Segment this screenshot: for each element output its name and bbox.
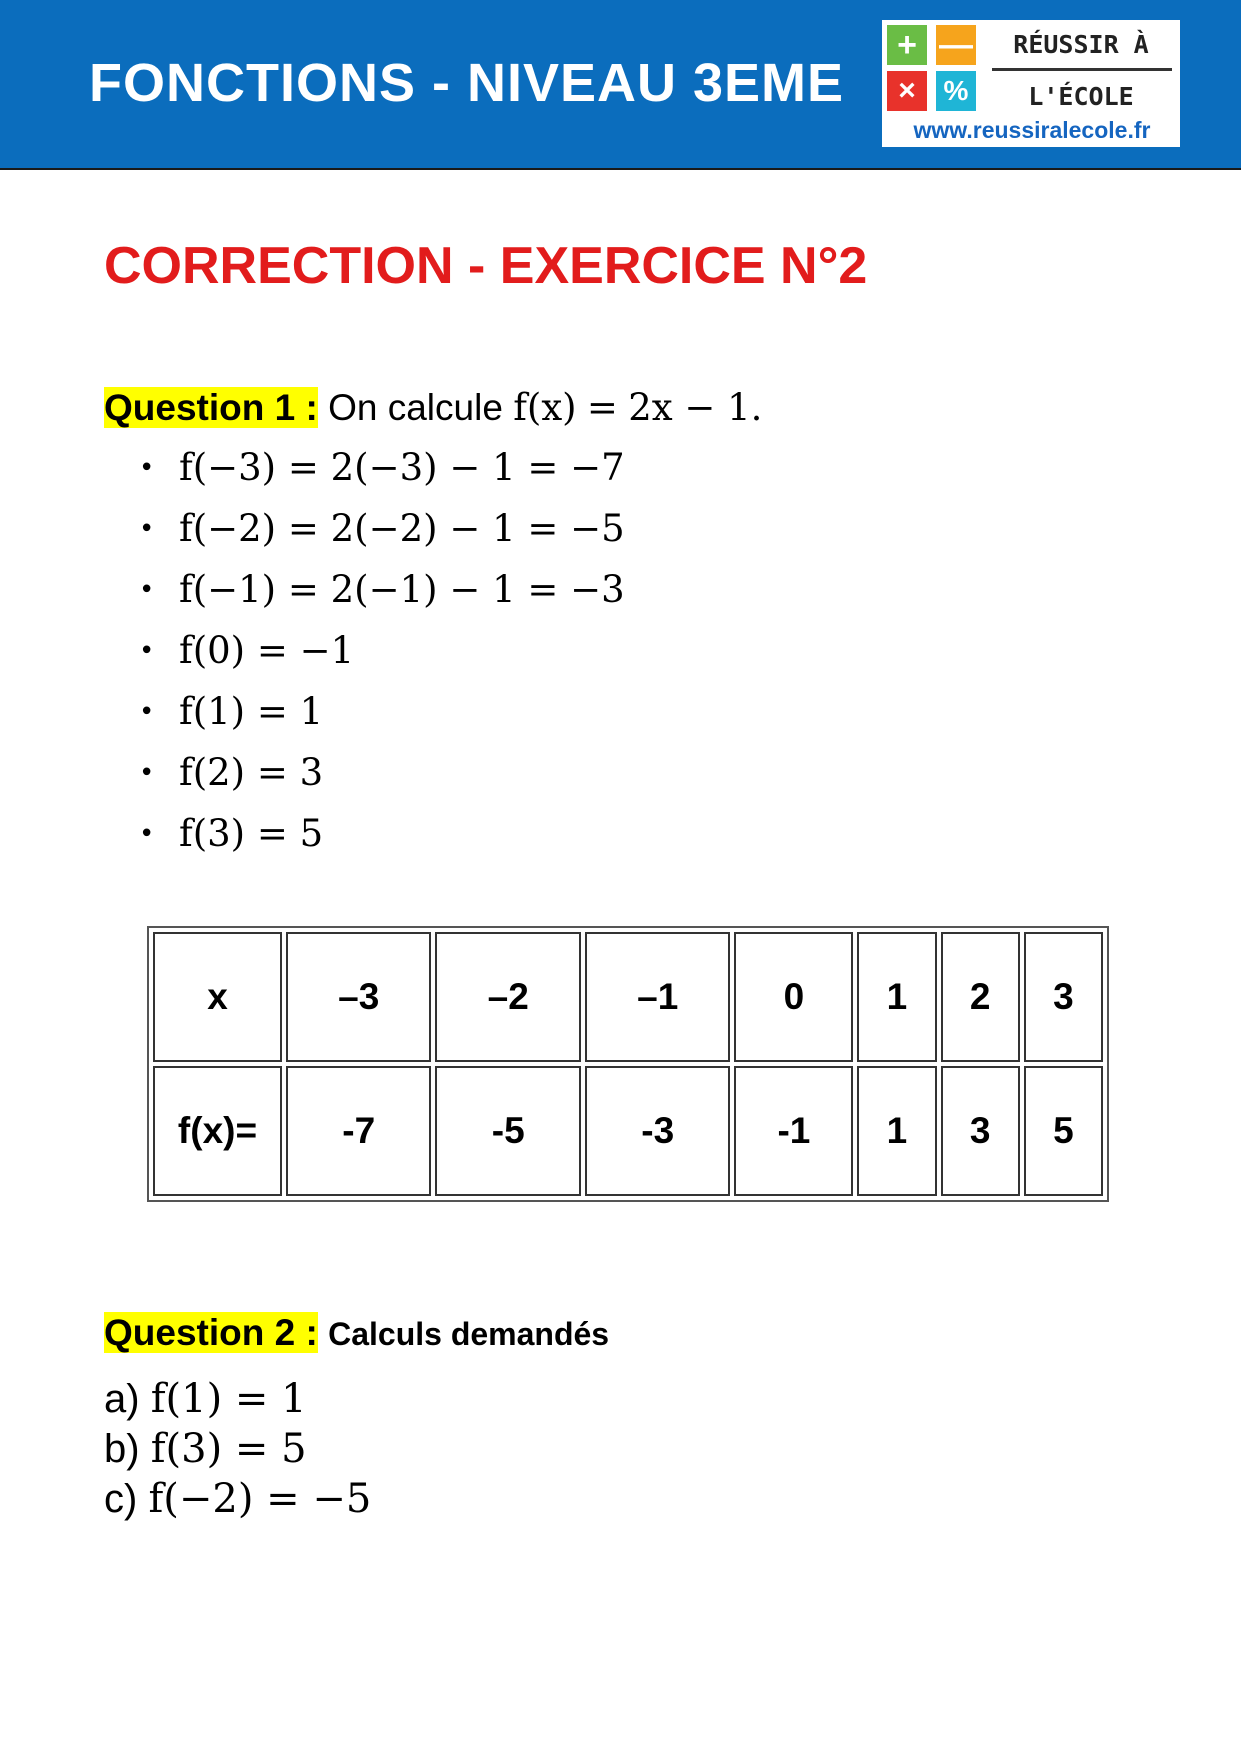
plus-icon: + (887, 25, 927, 65)
list-item: • f(2) = 3 (137, 749, 625, 810)
table-cell: -7 (286, 1066, 431, 1196)
page-title: CORRECTION - EXERCICE N°2 (104, 237, 868, 295)
table-cell: 1 (857, 1066, 936, 1196)
header-title: FONCTIONS - NIVEAU 3EME (89, 53, 845, 113)
function-equals: = (586, 386, 618, 429)
table-cell: -3 (585, 1066, 730, 1196)
times-icon: × (887, 71, 927, 111)
list-item: • f(3) = 5 (137, 810, 625, 871)
logo-divider (992, 68, 1172, 71)
answer-math: f(1) = 1 (150, 1376, 307, 1422)
question-1-label: Question 1 : (104, 387, 318, 428)
table-cell: -5 (435, 1066, 580, 1196)
table-cell: 2 (941, 932, 1020, 1062)
table-cell: x (153, 932, 282, 1062)
table-cell: –3 (286, 932, 431, 1062)
list-item: • f(−2) = 2(−2) − 1 = −5 (137, 505, 625, 566)
table-cell: 0 (734, 932, 853, 1062)
question-1-intro: On calcule (328, 387, 503, 428)
list-item: • f(1) = 1 (137, 688, 625, 749)
table-row-x (153, 932, 1103, 1062)
question-2-title: Calculs demandés (328, 1316, 610, 1352)
site-logo[interactable] (882, 20, 1180, 147)
answer-math: f(3) = 5 (150, 1426, 307, 1472)
percent-icon: % (936, 71, 976, 111)
minus-icon: — (936, 25, 976, 65)
page-header (0, 0, 1241, 170)
table-cell: –1 (585, 932, 730, 1062)
function-expression: 2x − 1. (628, 386, 763, 429)
list-item: • f(0) = −1 (137, 627, 625, 688)
table-cell: 1 (857, 932, 936, 1062)
answer-math: f(−2) = −5 (148, 1476, 372, 1522)
table-cell: 5 (1024, 1066, 1103, 1196)
function-label: f(x) (513, 386, 577, 429)
answer-letter: a) (104, 1377, 140, 1421)
answers-list (104, 1374, 371, 1524)
logo-text-line2: L'ÉCOLE (1028, 82, 1134, 111)
answer-item (104, 1424, 371, 1474)
answer-letter: c) (104, 1477, 138, 1521)
table-cell: f(x)= (153, 1066, 282, 1196)
table-cell: 3 (1024, 932, 1103, 1062)
answer-item (104, 1374, 371, 1424)
calculation-list (137, 444, 625, 871)
values-table (147, 926, 1109, 1202)
answer-letter: b) (104, 1427, 140, 1471)
question-2-label: Question 2 : (104, 1312, 318, 1353)
question-1-heading (104, 386, 762, 429)
table-cell: 3 (941, 1066, 1020, 1196)
logo-text-line1: RÉUSSIR À (1013, 30, 1149, 59)
question-2-heading (104, 1312, 609, 1354)
list-item: • f(−1) = 2(−1) − 1 = −3 (137, 566, 625, 627)
table-row-fx (153, 1066, 1103, 1196)
list-item: • f(−3) = 2(−3) − 1 = −7 (137, 444, 625, 505)
table-cell: -1 (734, 1066, 853, 1196)
table-cell: –2 (435, 932, 580, 1062)
answer-item (104, 1474, 371, 1524)
logo-url[interactable]: www.reussiralecole.fr (913, 117, 1151, 143)
